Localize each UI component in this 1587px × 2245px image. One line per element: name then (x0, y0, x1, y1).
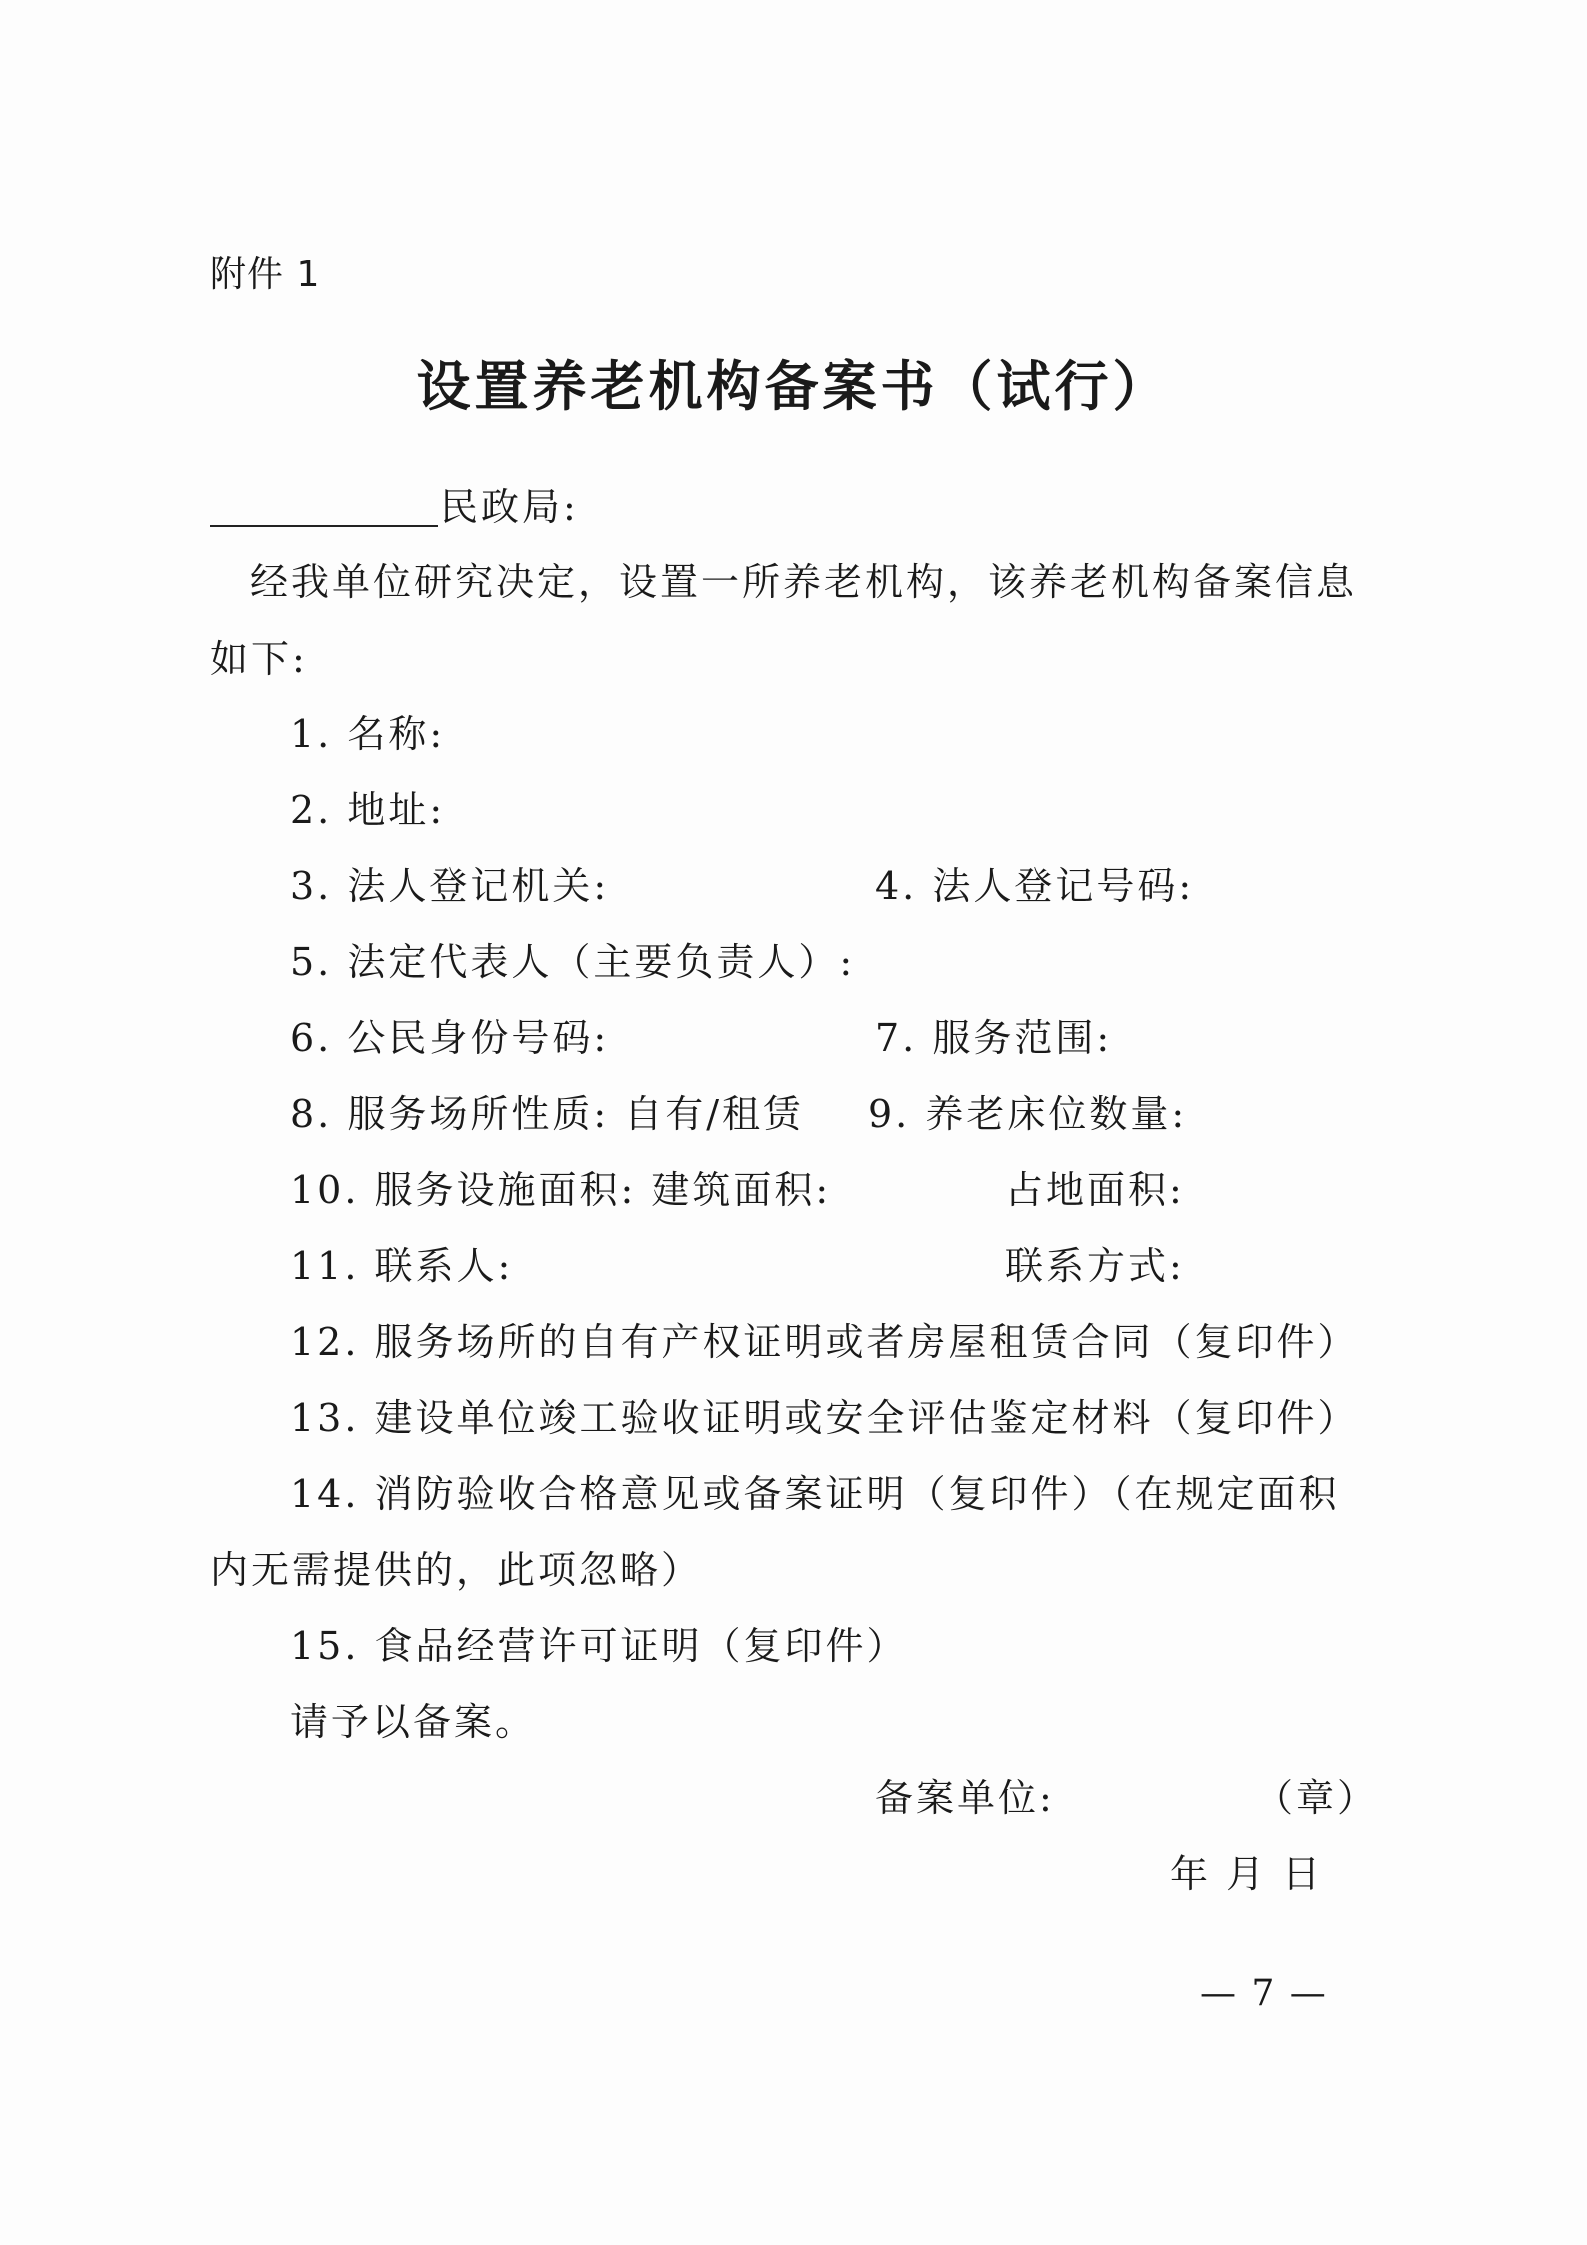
item-10-land-area: 占地面积: (1005, 1168, 1185, 1212)
item-9-bed-count: 9. 养老床位数量: (868, 1092, 1188, 1136)
item-7-service-scope: 7. 服务范围: (875, 1016, 1113, 1060)
item-12-property-proof: 12. 服务场所的自有产权证明或者房屋租赁合同（复印件） (290, 1320, 1359, 1364)
attachment-label: 附件 1 (210, 254, 321, 295)
item-5-legal-representative: 5. 法定代表人（主要负责人）: (290, 940, 856, 984)
item-10-facility-area: 10. 服务设施面积: 建筑面积: (290, 1168, 832, 1212)
item-3-registration-authority: 3. 法人登记机关: (290, 864, 610, 908)
item-15-food-license: 15. 食品经营许可证明（复印件） (290, 1624, 908, 1668)
item-2-address: 2. 地址: (290, 788, 446, 832)
item-1-name: 1. 名称: (290, 712, 446, 756)
filing-request: 请予以备案。 (290, 1700, 537, 1744)
item-14-fire-acceptance-line-2: 内无需提供的，此项忽略） (210, 1548, 703, 1592)
addressee-blank-line (210, 525, 438, 527)
item-14-fire-acceptance-line-1: 14. 消防验收合格意见或备案证明（复印件）（在规定面积 (290, 1472, 1340, 1516)
item-8-premises-nature: 8. 服务场所性质: 自有/租赁 (290, 1092, 805, 1136)
document-title: 设置养老机构备案书（试行） (416, 355, 1171, 418)
date-label: 年 月 日 (1170, 1852, 1324, 1896)
item-11-contact-person: 11. 联系人: (290, 1244, 514, 1288)
page-number: — 7 — (1200, 1973, 1328, 2014)
item-11-contact-method: 联系方式: (1005, 1244, 1185, 1288)
addressee: 民政局: (440, 485, 579, 529)
item-6-id-number: 6. 公民身份号码: (290, 1016, 610, 1060)
item-4-registration-number: 4. 法人登记号码: (875, 864, 1195, 908)
intro-line-2: 如下: (210, 637, 308, 681)
intro-line-1: 经我单位研究决定，设置一所养老机构，该养老机构备案信息 (250, 560, 1358, 604)
filing-unit-label: 备案单位: (875, 1776, 1055, 1820)
item-13-acceptance-proof: 13. 建设单位竣工验收证明或安全评估鉴定材料（复印件） (290, 1396, 1359, 1440)
seal-label: （章） (1255, 1776, 1379, 1820)
